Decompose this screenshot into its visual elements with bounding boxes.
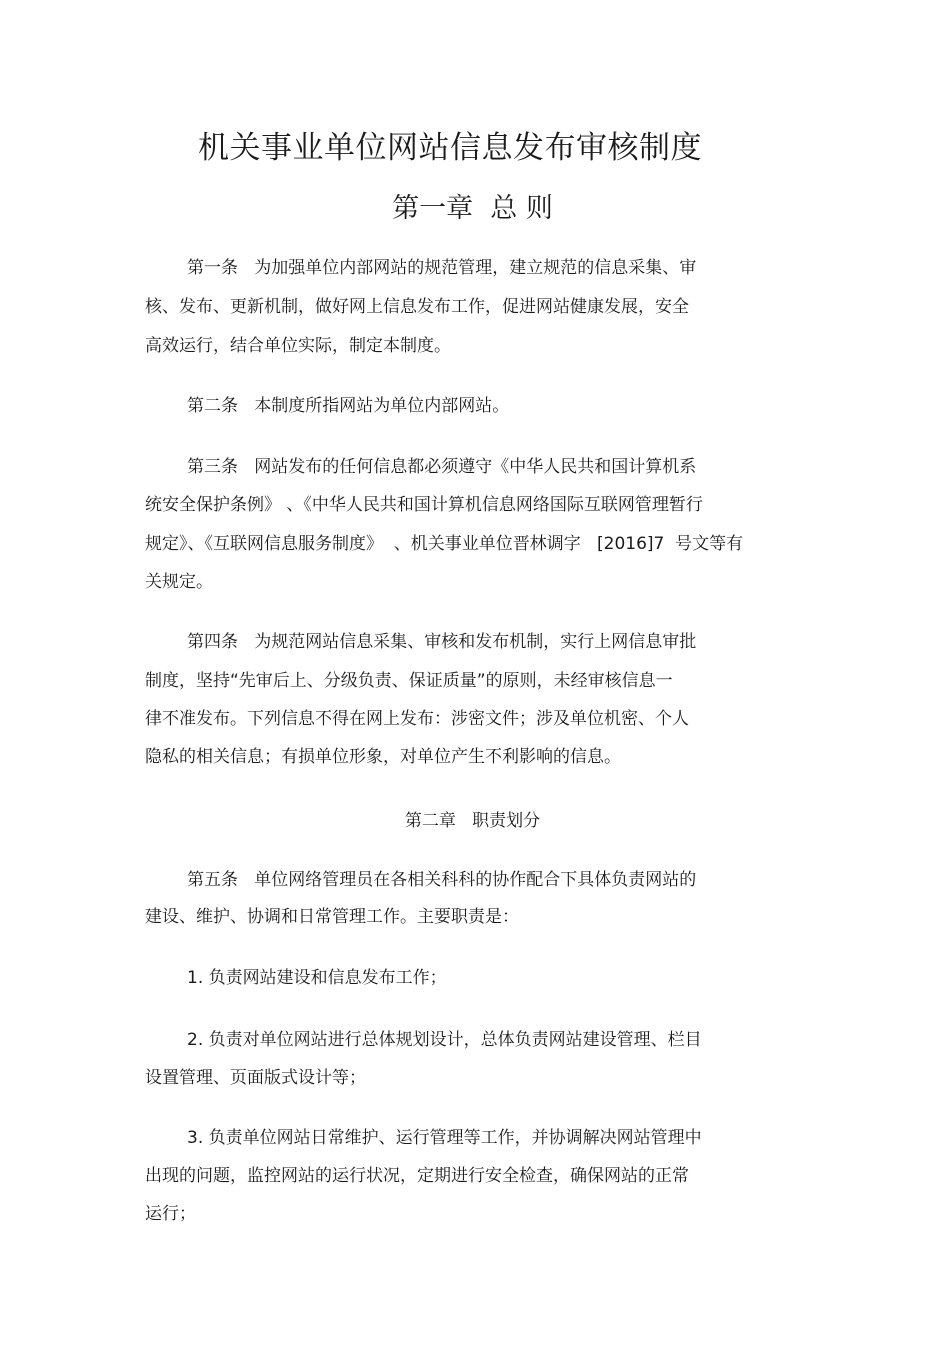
text-line: 设置管理、页面版式设计等； bbox=[145, 1068, 366, 1088]
text-line: 第三条 网站发布的任何信息都必须遵守《中华人民共和国计算机系 bbox=[187, 457, 697, 477]
text-line: 运行； bbox=[145, 1204, 196, 1224]
text-line: 1. 负责网站建设和信息发布工作； bbox=[187, 968, 447, 988]
text-line: 律不准发布。下列信息不得在网上发布：涉密文件；涉及单位机密、个人 bbox=[145, 709, 689, 729]
text-line: 隐私的相关信息；有损单位形象，对单位产生不利影响的信息。 bbox=[145, 747, 621, 767]
text-line: 出现的问题，监控网站的运行状况，定期进行安全检查，确保网站的正常 bbox=[145, 1166, 689, 1186]
text-line: 高效运行，结合单位实际，制定本制度。 bbox=[145, 336, 451, 356]
text-line: 建设、维护、协调和日常管理工作。主要职责是： bbox=[145, 907, 519, 927]
chapter-1-title: 第一章 总 则 bbox=[392, 193, 553, 224]
text-line: 第二条 本制度所指网站为单位内部网站。 bbox=[187, 396, 510, 416]
text-line: 2. 负责对单位网站进行总体规划设计，总体负责网站建设管理、栏目 bbox=[187, 1030, 702, 1050]
text-line: 制度，坚持“先审后上、分级负责、保证质量”的原则，未经审核信息一 bbox=[145, 671, 673, 691]
document-title: 机关事业单位网站信息发布审核制度 bbox=[198, 130, 702, 166]
text-line: 核、发布、更新机制，做好网上信息发布工作，促进网站健康发展，安全 bbox=[145, 297, 689, 317]
text-line: 规定》、《互联网信息服务制度》 、机关事业单位晋林调字 [2016]7 号文等有 bbox=[145, 534, 744, 554]
text-line: 第一条 为加强单位内部网站的规范管理，建立规范的信息采集、审 bbox=[187, 258, 697, 278]
text-line: 第五条 单位网络管理员在各相关科科的协作配合下具体负责网站的 bbox=[187, 870, 697, 890]
text-line: 3. 负责单位网站日常维护、运行管理等工作，并协调解决网站管理中 bbox=[187, 1128, 702, 1148]
text-line: 统安全保护条例》 、《中华人民共和国计算机信息网络国际互联网管理暂行 bbox=[145, 495, 703, 515]
text-line: 第四条 为规范网站信息采集、审核和发布机制，实行上网信息审批 bbox=[187, 632, 697, 652]
text-line: 关规定。 bbox=[145, 572, 213, 592]
chapter-2-title: 第二章 职责划分 bbox=[404, 811, 541, 831]
